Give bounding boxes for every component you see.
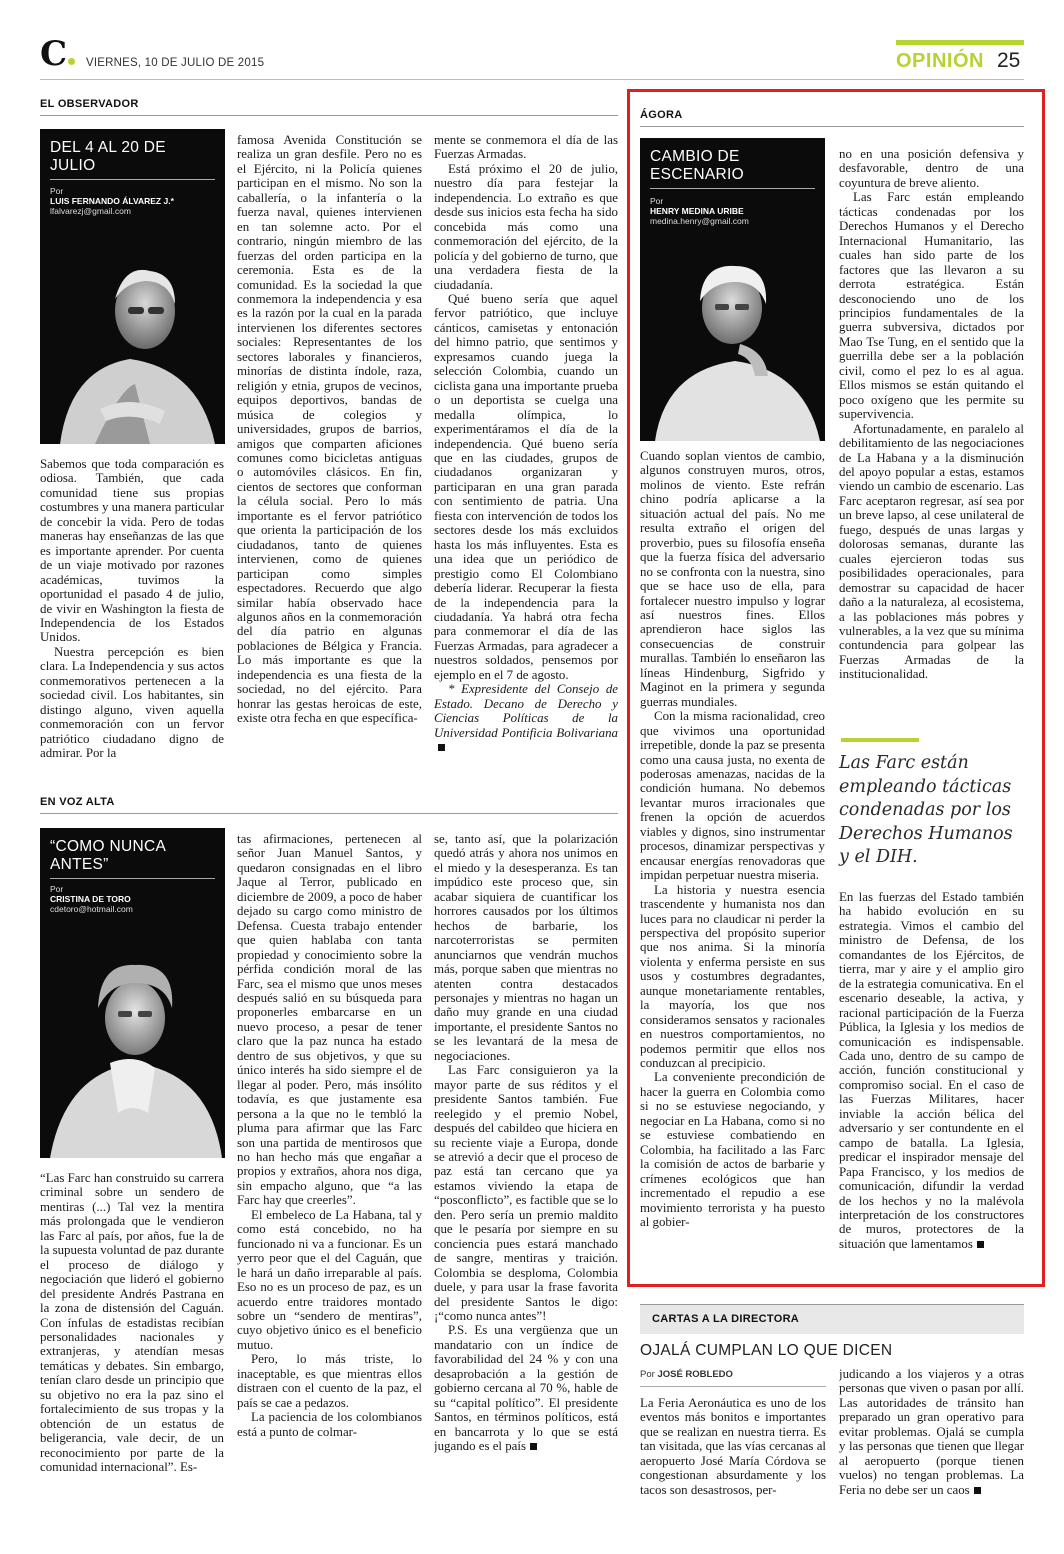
author-footnote — [434, 682, 618, 754]
header-rule — [40, 79, 1024, 80]
observador-column-3 — [434, 133, 618, 775]
paragraph: famosa Avenida Constitución se realiza un gran desfile. Pero no es el Ejército, ni la Policía quienes participan en el mismo. No son la caballería, o la infantería o la fuerza naval, quienes intervienen en tan solemne acto. Por el contrario, ningún miembro de las fuerzas del orden participa en la ceremonia. Esta es de la comunidad. Es la sociedad la que conmemora la independencia y esa es la razón por la cual en la parada intervienen los diferentes sectores sociales: Representantes de los sectores laborales y financieros, minorías de distinta índole, raza, religión y etnia, grupos de vecinos, equipos deportivos, bandas de música de colegios y universidades, grupos de barrios, amigos que comparten aficiones comunes como bicicletas antiguas o automóviles clásicos. En fin, cientos de sectores que conforman la célula social. Pero lo más importante es el fervor patriótico que orienta la participación de los ciudadanos, tanto de quienes intervienen, como de quienes participan como simples espectadores. Recuerdo que algo similar había observado hace algunos años en la conmemoración del día patrio en algunas poblaciones de Bélgica y Francia. Lo más importante es que la independencia es una fiesta de la sociedad, no del ejército. Para honrar las gestas heroicas de este, existe otra fecha en que específica- — [237, 133, 422, 726]
letter-rule — [640, 1386, 826, 1387]
author-name: LUIS FERNANDO ÁLVAREZ J.* — [50, 196, 174, 206]
paragraph: Las Farc están empleando tácticas condenadas por los Derechos Humanos y el Derecho Internacional Humanitario, las cuales han sido parte de los factores que las llevaron a su derrota estratégica. Están desconociendo uno de los principios fundamentales de la guerra subversiva, dictados por Mao Tse Tung, en el sentido que la guerrilla debe ser a la población civil, como el pez lo es al agua. Ellos mismos se están quitando el poco oxígeno que les permite su supervivencia. — [839, 190, 1024, 422]
paragraph: Pero, lo más triste, lo inaceptable, es que mientras ellos distraen con el cuento de la paz, el país se cae a pedazos. — [237, 1352, 422, 1410]
observador-rule — [40, 115, 618, 116]
paragraph — [839, 1367, 1024, 1497]
title-divider — [50, 179, 215, 180]
paragraph: La paciencia de los colombianos está a punto de colmar- — [237, 1410, 422, 1439]
section-accent-bar — [896, 40, 1024, 45]
end-mark — [974, 1487, 981, 1494]
title-divider — [50, 878, 215, 879]
end-mark — [438, 744, 445, 751]
byline — [50, 884, 133, 914]
byline-por: Por — [650, 196, 664, 206]
agora-column-1 — [640, 449, 825, 1278]
vozalta-column-3 — [434, 832, 618, 1532]
end-mark — [977, 1241, 984, 1248]
letter-column-1 — [640, 1396, 826, 1526]
article-title: CAMBIO DE ESCENARIO — [650, 148, 744, 183]
author-email: lfalvarezj@gmail.com — [50, 206, 131, 216]
author-name: CRISTINA DE TORO — [50, 894, 131, 904]
author-card-observador — [40, 129, 225, 444]
section-label-vozalta: EN VOZ ALTA — [40, 796, 115, 808]
end-mark — [530, 1443, 537, 1450]
observador-column-1 — [40, 457, 224, 775]
masthead-logo — [40, 36, 75, 72]
issue-date: VIERNES, 10 DE JULIO DE 2015 — [86, 57, 265, 69]
paragraph: tas afirmaciones, pertenecen al señor Juan Manuel Santos, y quedaron consignadas en el libro Jaque al Terror, publicado en diciembre de 2009, a poco de haber dejado su cargo como ministro de Defensa. Cuesta trabajo entender que quien hablaba con tanta propiedad y conocimiento sobre la pérfida condición moral de las Farc, sea el mismo que unos meses después salió en su búsqueda para proponerles embarcarse en un nuevo proceso, a pesar de tener claro que la paz nunca ha estado dentro de sus objetivos, y que su único interés ha sido siempre el de llegar al poder. Pero, más insólito todavía, es que justamente esa persona a la que no le tembló la pluma para afirmar que las Farc son una partida de mentirosos que no han hecho más que engañar a propios y extraños, ahora nos diga, sin empacho alguno, que “a las Farc hay que creerles”. — [237, 832, 422, 1208]
paragraph: se, tanto así, que la polarización quedó atrás y ahora nos unimos en el miedo y la desesperanza. Es tan impúdico este proceso que, sin acabar siquiera de cuantificar los horrores causados por los últimos hechos de barbarie, los narcoterroristas se permiten anunciarnos que vendrán muchos más, porque saben que mientras no atenten contra destacados personajes y mientras no hagan un daño muy grande en una ciudad importante, el presidente Santos no se les levantará de la mesa de negociaciones. — [434, 832, 618, 1063]
byline — [650, 196, 749, 226]
paragraph: La conveniente precondición de hacer la guerra en Colombia como si no se estuviese negociando, y negociar en La Habana, como si no se estuviese combatiendo en Colombia, ha facilitado a las Farc la comisión de actos de barbarie y crímenes ecológicos que han incrementado el repudio a ese movimiento terrorista y ha puesto al gobier- — [640, 1070, 825, 1230]
pullquote: Las Farc están empleando tácticas condenadas por los Derechos Humanos y el DIH. — [839, 753, 1013, 867]
paragraph-text: judicando a los viajeros y a otras personas que viven o pasan por allí. Las autoridades de tránsito han preparado un gran operativo para evitar problemas. Ojalá se cumpla y las personas que tienen que llegar al aeropuerto (porque tienen vuelos) no tengan problemas. La Feria no debe ser un caos — [839, 1367, 1024, 1497]
letter-byline — [640, 1369, 733, 1380]
author-name: HENRY MEDINA URIBE — [650, 206, 744, 216]
byline-por: Por — [50, 884, 64, 894]
paragraph: Está próximo el 20 de julio, nuestro día para festejar la independencia. Lo extraño es que desde sus inicios esta fecha ha sido concebida más como una conmemoración del ejército, de la policía y del gobierno de turno, que una verdadera fiesta de la ciudadanía. — [434, 161, 618, 292]
article-title: DEL 4 AL 20 DE JULIO — [50, 139, 166, 174]
byline-por: Por — [640, 1369, 655, 1380]
paragraph-text: P.S. Es una vergüenza que un mandatario con un índice de favorabilidad del 24 % y con una desaprobación a la gestión de gobierno cercana al 70 %, hable de su “capital político”. El presidente Santos, en términos políticos, está en bancarrota y lo que se está jugando es el país — [434, 1323, 618, 1454]
paragraph: no en una posición defensiva y desfavorable, dentro de una coyuntura de breve aliento. — [839, 147, 1024, 190]
section-name: OPINIÓN — [896, 50, 984, 72]
letter-column-2 — [839, 1367, 1024, 1527]
section-label-observador: EL OBSERVADOR — [40, 98, 139, 110]
section-label-agora: ÁGORA — [640, 109, 683, 121]
paragraph-text: En las fuerzas del Estado también ha habido evolución en su estrategia. Vimos el cambio del ministro de Defensa, de los comandantes de los Ejércitos, de tierra, mar y aire y el amplio giro de la estrategia comunicativa. En el escenario deseable, la activa, y racional participación de la Fuerza Pública, la Iglesia y los medios de comunicación es indispensable. Cada uno, dentro de su campo de acción, función constitucional y compromiso social. En el caso de las Fuerzas Militares, hacer inviable la acción bélica del adversario y ser contundente en el campo de batalla. La Iglesia, predicar el inspirador mensaje del Papa Francisco, y los medios de comunicación, difundir la verdad de los hechos y no la malévola interpretación de los constructores de muros, protectores de la situación que lamentamos — [839, 890, 1024, 1251]
byline-por: Por — [50, 186, 64, 196]
section-label-cartas: CARTAS A LA DIRECTORA — [652, 1313, 800, 1325]
title-divider — [650, 188, 815, 189]
paragraph: Cuando soplan vientos de cambio, algunos construyen muros, otros, molinos de viento. Este refrán chino podría aplicarse a la situación actual del país. No me resulta extraño el origen del proverbio, pues su filosofía enseña que la fuerza física del adversario no se confronta con la nuestra, sino que se hace uso de ella, para fortalecer nuestro impulso y lograr así nuestros fines. Ellos aprendieron hace siglos las consecuencias de construir murallas. También lo enseñaron las líneas Hindenburg, Sigfrido y Maginot en la primera y segunda guerras mundiales. — [640, 449, 825, 709]
agora-column-2-top — [839, 147, 1024, 717]
vozalta-column-1 — [40, 1171, 224, 1531]
author-card-vozalta — [40, 828, 225, 1158]
pullquote-accent-bar — [841, 738, 919, 742]
author-name: JOSÉ ROBLEDO — [657, 1369, 733, 1380]
paragraph: La historia y nuestra esencia trascendente y humanista nos dan luces para no claudicar ni perder la perspectiva del propósito superior que nos anima. Si la minoría violenta y enferma persiste en sus usos y costumbres degradantes, aunque monetariamente rentables, la mayoría, los que nos consideramos sensatos y racionales en nuestros comportamientos, no podemos permitir que ellos nos conduzcan al precipicio. — [640, 882, 825, 1071]
logo-dot — [68, 58, 75, 65]
paragraph: Afortunadamente, en paralelo al debilitamiento de las negociaciones de La Habana y a la disminución del apoyo popular a estas, estamos viendo un cambio de escenario. Las Farc aceptaron regresar, así sea por un breve lapso, al cese unilateral de fuego, después de unas largas y dolorosas semanas, durante las cuales ejercieron todas sus posibilidades operacionales, para demostrar su capacidad de hacer daño a la naturaleza, al ecosistema, a las poblaciones más pobres y vulnerables, a la vez que su mínima contundencia para golpear las Fuerzas Armadas de la institucionalidad. — [839, 421, 1024, 682]
observador-column-2 — [237, 133, 422, 775]
author-card-agora — [640, 138, 825, 441]
paragraph: mente se conmemora el día de las Fuerzas Armadas. — [434, 133, 618, 162]
paragraph: Las Farc consiguieron ya la mayor parte de sus réditos y el presidente Santos también. Fue reelegido y el premio Nobel, después del cabildeo que hiciera en su reciente viaje a Europa, donde se atrevió a decir que el proceso de paz está tan cercano que ya estamos viviendo la etapa de “posconflicto”, es factible que se lo den. Pero sería un premio maldito que le pesaría por siempre en su conciencia pues estará manchado de sangre, mentiras y traición. Colombia se desploma, Colombia duele, y para usar la frase favorita del presidente Santos le digo: ¡“como nunca antes”! — [434, 1063, 618, 1323]
article-title: “COMO NUNCA ANTES” — [50, 838, 166, 873]
paragraph: Qué bueno sería que aquel fervor patriótico, que incluye cánticos, camisetas y entonación del himno patrio, que sentimos y expresamos cuando juega la selección Colombia, cuando un ciclista gana una importante prueba o un deportista se cuelga una medalla olímpica, lo experimentáramos el día de la independencia. Qué bueno sería que en las ciudades, grupos de ciudadanos organizaran y participaran en una gran parada con sentimiento de patria. Una fiesta con intervención de todos los sectores desde los más excluidos hasta los más influyentes. Esta es una idea que un periódico de prestigio como El Colombiano debería liderar. Recuperar la fiesta de la independencia para la ciudadanía. Ya habrá otra fecha para conmemorar el día de las Fuerzas Armadas, para agradecer a nuestros soldados, pensemos por ejemplo en el 7 de agosto. — [434, 291, 618, 682]
paragraph: Sabemos que toda comparación es odiosa. También, que cada comunidad tiene sus propias costumbres y una manera particular de concebir la vida. Pero de todas maneras hay enseñanzas de las que es importante aprender. Por cuenta de un viaje motivado por razones académicas, tuvimos la oportunidad el pasado 4 de julio, de vivir en Washington la fiesta de Independencia de los Estados Unidos. — [40, 457, 224, 645]
letter-title: OJALÁ CUMPLAN LO QUE DICEN — [640, 1342, 893, 1359]
agora-rule — [640, 126, 1024, 127]
paragraph: El embeleco de La Habana, tal y como está concebido, no ha funcionado ni va a funcionar. Es un yerro peor que el del Caguán, que le hará un daño irreparable al país. Eso no es un proceso de paz, es un acuerdo entre traidores montado sobre un “sendero de mentiras”, cuyo objetivo único es el beneficio mutuo. — [237, 1207, 422, 1352]
author-photo — [40, 219, 225, 444]
vozalta-column-2 — [237, 832, 422, 1532]
paragraph: Con la misma racionalidad, creo que vivimos una oportunidad irrepetible, donde la paz se presenta como una causa justa, no exenta de poderosas amenazas, nacidas de la condición humana. No debemos levantar muros irracionales que frenen la opción de acuerdos viables y dignos, sino instrumentar procesos, dinamizar perspectivas y encausar energías renovadoras que impidan perpetuar nuestra miseria. — [640, 709, 825, 883]
paragraph — [839, 890, 1024, 1251]
paragraph: Nuestra percepción es bien clara. La Independencia y sus actos conmemorativos pertenecen a la sociedad civil. Los habitantes, sin distingo alguno, viven aquella conmemoración con un fervor patriótico ciudadano digno de admirar. Por la — [40, 644, 224, 761]
author-photo — [40, 913, 225, 1158]
author-email: medina.henry@gmail.com — [650, 216, 749, 226]
author-photo — [640, 226, 825, 441]
vozalta-rule — [40, 813, 618, 814]
paragraph: La Feria Aeronáutica es uno de los eventos más bonitos e importantes que se realizan en nuestra tierra. Es tan visitada, que las vías cercanas al aeropuerto José María Córdova se congestionan absurdamente y los tacos son desastrosos, per- — [640, 1396, 826, 1497]
logo-letter: C — [40, 34, 68, 74]
paragraph — [434, 1323, 618, 1453]
paragraph: “Las Farc han construido su carrera criminal sobre un sendero de mentiras (...) Tal vez la mentira más prolongada que le vendieron las Farc al país, por años, fue la de la supuesta voluntad de paz durante el proceso de diálogo y negociación que lideró el gobierno del presidente Andrés Pastrana en la zona de distensión del Caguán. Con ínfulas de estadistas recibían personalidades nacionales y extranjeras, y atendían mesas temáticas y debates. Sin embargo, tenían claro desde un principio que su objetivo no era la paz sino el fortalecimiento de sus tropas y la obtención de un estatus de beligerancia, vale decir, de un reconocimiento por parte de la comunidad internacional”. Es- — [40, 1171, 224, 1475]
agora-column-2-bottom — [839, 890, 1024, 1280]
page-number: 25 — [997, 49, 1021, 72]
byline — [50, 186, 174, 216]
author-email: cdetoro@hotmail.com — [50, 904, 133, 914]
footnote-text: * Expresidente del Consejo de Estado. Decano de Derecho y Ciencias Políticas de la Universidad Pontificia Bolivariana — [434, 682, 618, 740]
